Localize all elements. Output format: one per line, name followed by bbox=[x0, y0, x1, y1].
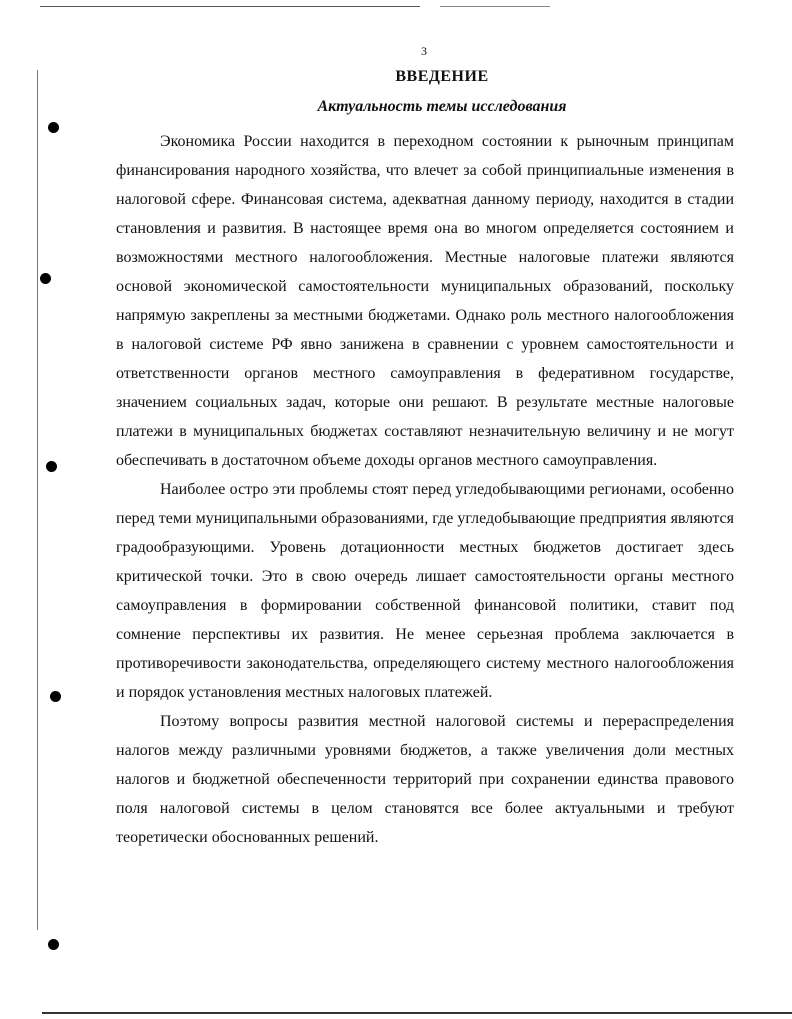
punch-hole-2 bbox=[40, 273, 51, 284]
punch-hole-4 bbox=[50, 691, 61, 702]
punch-hole-3 bbox=[46, 461, 57, 472]
punch-hole-1 bbox=[48, 122, 59, 133]
section-subtitle: Актуальность темы исследования bbox=[317, 98, 567, 115]
scan-bottom-line bbox=[42, 1012, 792, 1014]
page-number: 3 bbox=[421, 44, 427, 58]
paragraph-3: Поэтому вопросы развития местной налоговой системы и перераспределения налогов между различными уровнями бюджетов, а также увеличения доли местных налогов и бюджетной обеспеченности территорий при сохранении единства правового поля налоговой системы в целом становятся все более актуальными и требуют теоретически обоснованных решений. bbox=[116, 713, 734, 846]
paragraph-1: Экономика России находится в переходном состоянии к рыночным принципам финансирования народного хозяйства, что влечет за собой принципиальные изменения в налоговой сфере. Финансовая система, адекватная данному периоду, находится в стадии становления и развития. В настоящее время она во многом определяется состоянием и возможностями местного налогообложения. Местные налоговые платежи являются основой экономической самостоятельности муниципальных образований, поскольку напрямую закреплены за местными бюджетами. Однако роль местного налогообложения в налоговой системе РФ явно занижена в сравнении с уровнем самостоятельности и ответственности органов местного самоуправления в федеративном государстве, значением социальных задач, которые они решают. В результате местные налоговые платежи в муниципальных бюджетах составляют незначительную величину и не могут обеспечивать в достаточном объеме доходы органов местного самоуправления. bbox=[116, 133, 734, 469]
scan-left-margin-line bbox=[37, 70, 38, 930]
scan-top-line-short bbox=[440, 6, 550, 7]
paragraph-2: Наиболее остро эти проблемы стоят перед угледобывающими регионами, особенно перед теми муниципальными образованиями, где угледобывающие предприятия являются градообразующими. Уровень дотационности местных бюджетов достигает здесь критической точки. Это в свою очередь лишает самостоятельности органы местного самоуправления в формировании собственной финансовой политики, ставит под сомнение перспективы их развития. Не менее серьезная проблема заключается в противоречивости законодательства, определяющего систему местного налогообложения и порядок установления местных налоговых платежей. bbox=[116, 481, 734, 701]
body-text bbox=[116, 127, 734, 852]
scan-top-line bbox=[40, 6, 420, 7]
punch-hole-5 bbox=[48, 939, 59, 950]
page-title: ВВЕДЕНИЕ bbox=[395, 68, 489, 85]
